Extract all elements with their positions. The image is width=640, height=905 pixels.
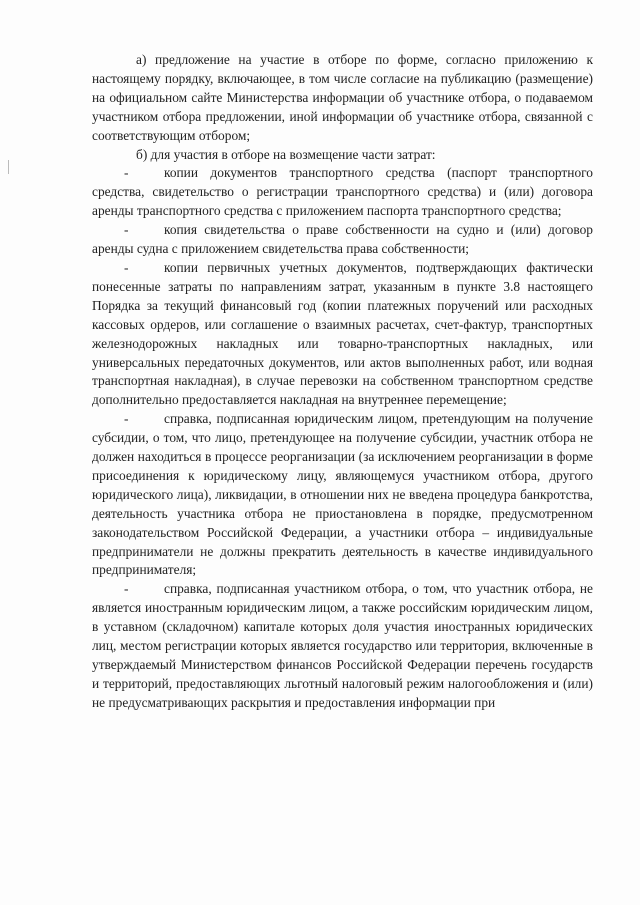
list-item bbox=[92, 164, 593, 221]
list-dash: - bbox=[124, 259, 129, 275]
paragraph-b: б) для участия в отборе на возмещение части затрат: bbox=[136, 146, 436, 162]
list-item-text: справка, подписанная юридическим лицом, претендующим на получение субсидии, о том, что лицо, претендующее на получение субсидии, участник отбора не должен находиться в процессе реорганизации (за исключением реорганизации в форме присоединения к юридическому лицу, являющемуся участником отбора, другого юридического лица), ликвидации, в отношении них не введена процедура банкротства, деятельность участника отбора не приостановлена в порядке, предусмотренном законодательством Российской Федерации, а участники отбора – индивидуальные предприниматели не должны прекратить деятельность в качестве индивидуального предпринимателя; bbox=[92, 411, 593, 578]
list-dash: - bbox=[124, 581, 129, 597]
list-item-text: копии документов транспортного средства (паспорт транспортного средства, свидетельство о регистрации транспортного средства) и (или) договора аренды транспортного средства с приложением паспорта транспортного средства; bbox=[92, 165, 593, 219]
list-dash: - bbox=[124, 411, 129, 427]
list-dash: - bbox=[124, 165, 129, 181]
list-item bbox=[92, 580, 593, 712]
scan-artifact bbox=[8, 160, 9, 174]
list-item bbox=[92, 410, 593, 580]
document-body bbox=[92, 51, 593, 713]
paragraph-a: а) предложение на участие в отборе по форме, согласно приложению к настоящему порядку, включающее, в том числе согласие на публикацию (размещение) на официальном сайте Министерства информации об участнике отбора, о подаваемом участником отбора предложении, иной информации об участнике отбора, связанной с соответствующим отбором; bbox=[92, 52, 593, 143]
list-item-text: копии первичных учетных документов, подтверждающих фактически понесенные затраты по направлениям затрат, указанным в пункте 3.8 настоящего Порядка за текущий финансовый год (копии платежных поручений или расходных кассовых ордеров, или соглашение о взаимных расчетах, счет-фактур, транспортных железнодорожных накладных или товарно-транспортных накладных, или универсальных передаточных документов, или актов выполненных работ, или водная транспортная накладная), в случае перевозки на собственном транспортном средстве дополнительно предоставляется накладная на внутреннее перемещение; bbox=[92, 259, 593, 408]
list-item-text: копия свидетельства о праве собственности на судно и (или) договор аренды судна с приложением свидетельства права собственности; bbox=[92, 222, 593, 257]
list-item bbox=[92, 221, 593, 259]
list-item-text: справка, подписанная участником отбора, о том, что участник отбора, не является иностранным юридическим лицом, а также российским юридическим лицом, в уставном (складочном) капитале которых доля участия иностранных юридических лиц, местом регистрации которых является государство или территория, включенные в утверждаемый Министерством финансов Российской Федерации перечень государств и территорий, предоставляющих льготный налоговый режим налогообложения и (или) не предусматривающих раскрытия и предоставления информации при bbox=[92, 581, 593, 710]
list-item bbox=[92, 259, 593, 410]
list-dash: - bbox=[124, 222, 129, 238]
